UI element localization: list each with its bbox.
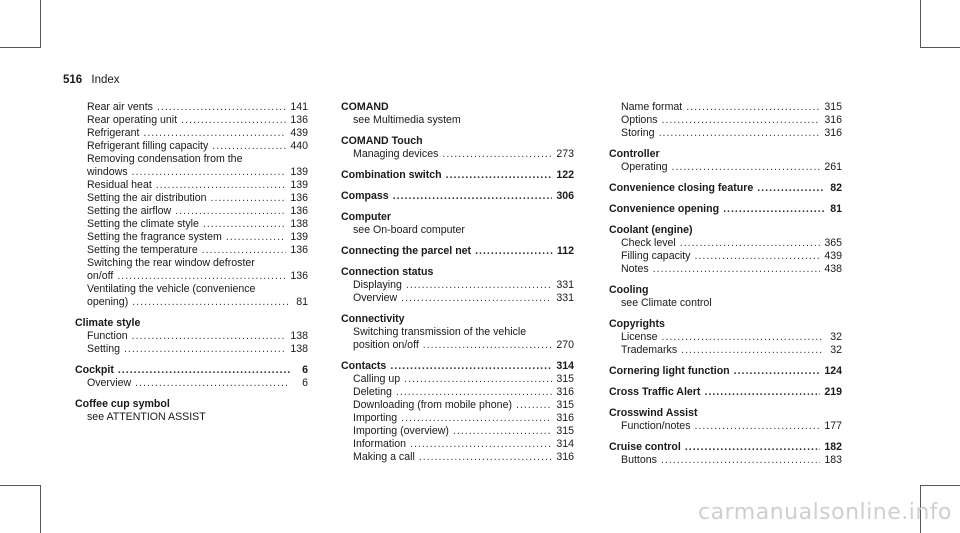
leader-dots [393,190,553,203]
index-subentry-page: 138 [290,343,308,355]
index-entry [75,398,308,424]
index-entry [341,211,574,237]
index-subentry-page: 139 [290,179,308,191]
index-subentry [341,114,574,127]
index-subentry [341,279,574,292]
index-subentry [75,114,308,127]
index-subentry-text: Name format [621,101,683,113]
index-entry [609,148,842,174]
index-subentry-text: Removing condensation from the [87,153,243,165]
index-subentry-text: Notes [621,263,649,275]
leader-dots [117,270,286,283]
index-heading-text: Computer [341,211,392,223]
index-heading-page: 124 [824,365,842,377]
index-heading-page: 182 [824,441,842,453]
index-heading [341,169,574,182]
leader-dots [211,192,287,205]
index-subentry-page: 183 [824,454,842,466]
index-heading [75,317,308,330]
watermark: carmanualsonline.info [698,500,952,525]
index-heading [609,284,842,297]
index-subentry-text: Trademarks [621,344,678,356]
index-heading-page: 82 [830,182,842,194]
crop-mark [920,485,960,486]
index-heading [609,148,842,161]
index-subentry-text: Setting the air distribution [87,192,207,204]
leader-dots [132,330,287,343]
index-heading-text: Crosswind Assist [609,407,698,419]
index-heading [609,318,842,331]
index-subentry-page: 136 [290,270,308,282]
index-subentry-page: 440 [290,140,308,152]
index-heading [341,313,574,326]
index-heading-text: Compass [341,190,389,202]
index-subentry-text: Refrigerant [87,127,140,139]
index-heading-text: Coffee cup symbol [75,398,170,410]
index-subentry [75,205,308,218]
index-subentry-text: Deleting [353,386,392,398]
leader-dots [723,203,824,216]
index-heading [341,190,574,203]
index-entry [75,364,308,390]
leader-dots [132,166,287,179]
index-subentry-text: Displaying [353,279,402,291]
index-subentry-page: 32 [830,344,842,356]
index-subentry-page: 136 [290,114,308,126]
index-entry [609,284,842,310]
index-subentry-page: 270 [556,339,574,351]
index-subentry-page: 365 [824,237,842,249]
index-heading [609,182,842,195]
leader-dots [401,292,552,305]
index-subentry-page: 316 [824,127,842,139]
index-subentry-text: Options [621,114,658,126]
index-subentry-text: Storing [621,127,655,139]
index-entry [609,441,842,467]
leader-dots [662,331,824,344]
index-heading-text: COMAND [341,101,389,113]
index-entry [609,101,842,140]
index-subentry [341,399,574,412]
index-entry [75,317,308,356]
leader-dots [124,343,286,356]
index-subentry-text: Overview [353,292,398,304]
index-entry [341,169,574,182]
index-subentry-text: see ATTENTION ASSIST [87,411,206,423]
index-entry [341,135,574,161]
index-subentry-page: 331 [556,279,574,291]
index-subentry-text: Setting the airflow [87,205,172,217]
index-subentry [609,297,842,310]
index-subentry-page: 138 [290,330,308,342]
index-entry [75,101,308,309]
index-column-1 [75,101,308,424]
index-heading [609,407,842,420]
index-subentry-page: 136 [290,205,308,217]
index-heading-text: Cross Traffic Alert [609,386,701,398]
index-heading [609,203,842,216]
index-subentry-page: 273 [556,148,574,160]
leader-dots [734,365,821,378]
index-subentry-page: 316 [556,451,574,463]
index-subentry-page: 6 [302,377,308,389]
index-subentry-text: Buttons [621,454,657,466]
index-subentry [75,257,308,270]
leader-dots [662,114,821,127]
index-entry [341,101,574,127]
index-subentry [75,330,308,343]
index-subentry-page: 136 [290,244,308,256]
index-subentry [341,373,574,386]
index-heading-text: Contacts [341,360,387,372]
index-entry [341,313,574,352]
leader-dots [396,386,552,399]
index-subentry [75,140,308,153]
index-subentry [341,451,574,464]
index-subentry-page: 81 [296,296,308,308]
crop-mark [920,47,960,48]
index-subentry-page: 261 [824,161,842,173]
leader-dots [404,373,552,386]
index-subentry-text: on/off [87,270,114,282]
index-heading-text: Combination switch [341,169,442,181]
index-heading-text: Convenience closing feature [609,182,754,194]
index-heading [341,245,574,258]
index-heading [75,398,308,411]
index-subentry [75,153,308,166]
index-subentry-text: Function [87,330,128,342]
index-subentry-page: 439 [824,250,842,262]
index-subentry-text: position on/off [353,339,419,351]
index-heading-page: 112 [556,245,574,257]
index-entry [341,245,574,258]
index-heading [609,224,842,237]
index-subentry [609,161,842,174]
index-column-2 [341,101,574,464]
index-entry [609,224,842,276]
index-heading [75,364,308,377]
index-subentry [609,250,842,263]
crop-mark [0,485,40,486]
index-heading-text: COMAND Touch [341,135,423,147]
index-heading [341,266,574,279]
index-heading-text: Copyrights [609,318,665,330]
crop-mark [40,0,41,48]
index-subentry [609,114,842,127]
index-subentry-text: Filling capacity [621,250,691,262]
index-subentry-page: 316 [556,412,574,424]
leader-dots [406,279,552,292]
index-subentry [609,127,842,140]
leader-dots [423,339,553,352]
index-subentry-page: 331 [556,292,574,304]
index-subentry-text: see Multimedia system [353,114,461,126]
index-subentry [75,296,308,309]
index-subentry [341,292,574,305]
leader-dots [680,237,821,250]
leader-dots [672,161,821,174]
index-heading-text: Cornering light function [609,365,730,377]
index-entry [341,266,574,305]
leader-dots [686,101,820,114]
index-subentry [609,263,842,276]
index-subentry-text: Overview [87,377,132,389]
index-subentry [341,438,574,451]
index-subentry [75,411,308,424]
index-subentry-text: opening) [87,296,129,308]
leader-dots [175,205,286,218]
leader-dots [203,218,286,231]
leader-dots [653,263,821,276]
index-subentry-text: Making a call [353,451,415,463]
index-subentry [341,386,574,399]
index-subentry [609,344,842,357]
leader-dots [132,296,290,309]
index-subentry-text: Operating [621,161,668,173]
index-subentry-text: Information [353,438,406,450]
index-subentry [341,412,574,425]
leader-dots [226,231,286,244]
index-subentry-text: Rear operating unit [87,114,178,126]
leader-dots [659,127,821,140]
index-subentry-page: 315 [556,425,574,437]
index-subentry [609,237,842,250]
leader-dots [685,441,820,454]
index-subentry-page: 316 [824,114,842,126]
index-heading-text: Connecting the parcel net [341,245,472,257]
index-subentry-text: Switching the rear window defroster [87,257,255,269]
index-subentry-page: 315 [556,399,574,411]
index-entry [609,203,842,216]
index-heading-page: 306 [556,190,574,202]
leader-dots [202,244,287,257]
index-subentry-page: 136 [290,192,308,204]
leader-dots [212,140,286,153]
index-subentry-text: Calling up [353,373,401,385]
index-heading-page: 314 [556,360,574,372]
leader-dots [135,377,290,390]
index-subentry [75,231,308,244]
index-subentry-page: 314 [556,438,574,450]
index-subentry-page: 32 [830,331,842,343]
index-subentry-page: 141 [290,101,308,113]
leader-dots [704,386,820,399]
leader-dots [446,169,553,182]
crop-mark [920,0,921,48]
index-subentry [75,377,308,390]
leader-dots [442,148,552,161]
index-heading-text: Cooling [609,284,649,296]
index-subentry-text: Setting the climate style [87,218,199,230]
index-subentry-text: Importing (overview) [353,425,449,437]
leader-dots [757,182,824,195]
leader-dots [143,127,286,140]
leader-dots [516,399,552,412]
index-subentry-page: 177 [824,420,842,432]
index-subentry [75,283,308,296]
page-header [63,74,120,86]
index-subentry-text: Ventilating the vehicle (convenience [87,283,256,295]
index-heading-page: 122 [556,169,574,181]
leader-dots [453,425,552,438]
leader-dots [410,438,552,451]
index-subentry-text: Setting the temperature [87,244,198,256]
index-subentry [75,218,308,231]
page-number: 516 [63,74,83,86]
index-heading-text: Coolant (engine) [609,224,693,236]
index-heading [341,101,574,114]
index-entry [609,182,842,195]
index-heading-page: 6 [302,364,308,376]
index-subentry [609,101,842,114]
index-subentry-text: see Climate control [621,297,712,309]
index-subentry [75,343,308,356]
index-heading-text: Convenience opening [609,203,720,215]
leader-dots [118,364,290,377]
index-subentry-text: Managing devices [353,148,439,160]
index-entry [341,190,574,203]
index-entry [609,365,842,378]
index-entry [609,407,842,433]
page-title: Index [91,74,120,86]
leader-dots [475,245,553,258]
index-subentry-page: 439 [290,127,308,139]
leader-dots [681,344,824,357]
index-heading-text: Connection status [341,266,434,278]
leader-dots [156,179,287,192]
index-entry [609,318,842,357]
index-heading-text: Connectivity [341,313,405,325]
crop-mark [0,47,40,48]
index-heading [341,211,574,224]
index-subentry [609,420,842,433]
index-subentry [75,127,308,140]
index-subentry-text: Importing [353,412,398,424]
index-heading [341,360,574,373]
index-subentry-text: Check level [621,237,676,249]
index-subentry [609,454,842,467]
index-subentry-text: Residual heat [87,179,152,191]
index-subentry [75,101,308,114]
index-subentry-page: 438 [824,263,842,275]
index-heading-text: Cruise control [609,441,681,453]
index-subentry-text: License [621,331,658,343]
index-heading [609,386,842,399]
index-subentry-text: Function/notes [621,420,691,432]
index-heading-page: 81 [830,203,842,215]
index-heading-text: Climate style [75,317,141,329]
index-subentry-text: Rear air vents [87,101,153,113]
index-subentry [75,270,308,283]
leader-dots [181,114,286,127]
index-subentry [341,326,574,339]
leader-dots [695,420,821,433]
index-subentry [75,192,308,205]
leader-dots [419,451,552,464]
crop-mark [40,485,41,533]
index-heading-page: 219 [824,386,842,398]
index-subentry-page: 316 [556,386,574,398]
leader-dots [401,412,552,425]
index-subentry [341,148,574,161]
leader-dots [157,101,286,114]
leader-dots [694,250,820,263]
index-subentry-text: Switching transmission of the vehicle [353,326,527,338]
index-subentry-text: Refrigerant filling capacity [87,140,209,152]
index-heading [609,441,842,454]
index-subentry-text: Setting [87,343,120,355]
index-heading [609,365,842,378]
index-subentry-text: windows [87,166,128,178]
index-subentry [341,224,574,237]
index-heading-text: Cockpit [75,364,114,376]
index-entry [341,360,574,464]
index-column-3 [609,101,842,467]
index-subentry-page: 315 [824,101,842,113]
index-entry [609,386,842,399]
index-subentry-page: 138 [290,218,308,230]
index-heading-text: Controller [609,148,660,160]
index-subentry [341,425,574,438]
leader-dots [661,454,820,467]
index-subentry-page: 139 [290,231,308,243]
index-subentry-page: 315 [556,373,574,385]
index-heading [341,135,574,148]
index-subentry-text: see On-board computer [353,224,465,236]
index-subentry-page: 139 [290,166,308,178]
index-subentry [75,179,308,192]
index-subentry-text: Setting the fragrance system [87,231,222,243]
leader-dots [390,360,552,373]
index-subentry [75,244,308,257]
index-subentry [609,331,842,344]
index-subentry [75,166,308,179]
index-subentry [341,339,574,352]
index-subentry-text: Downloading (from mobile phone) [353,399,512,411]
